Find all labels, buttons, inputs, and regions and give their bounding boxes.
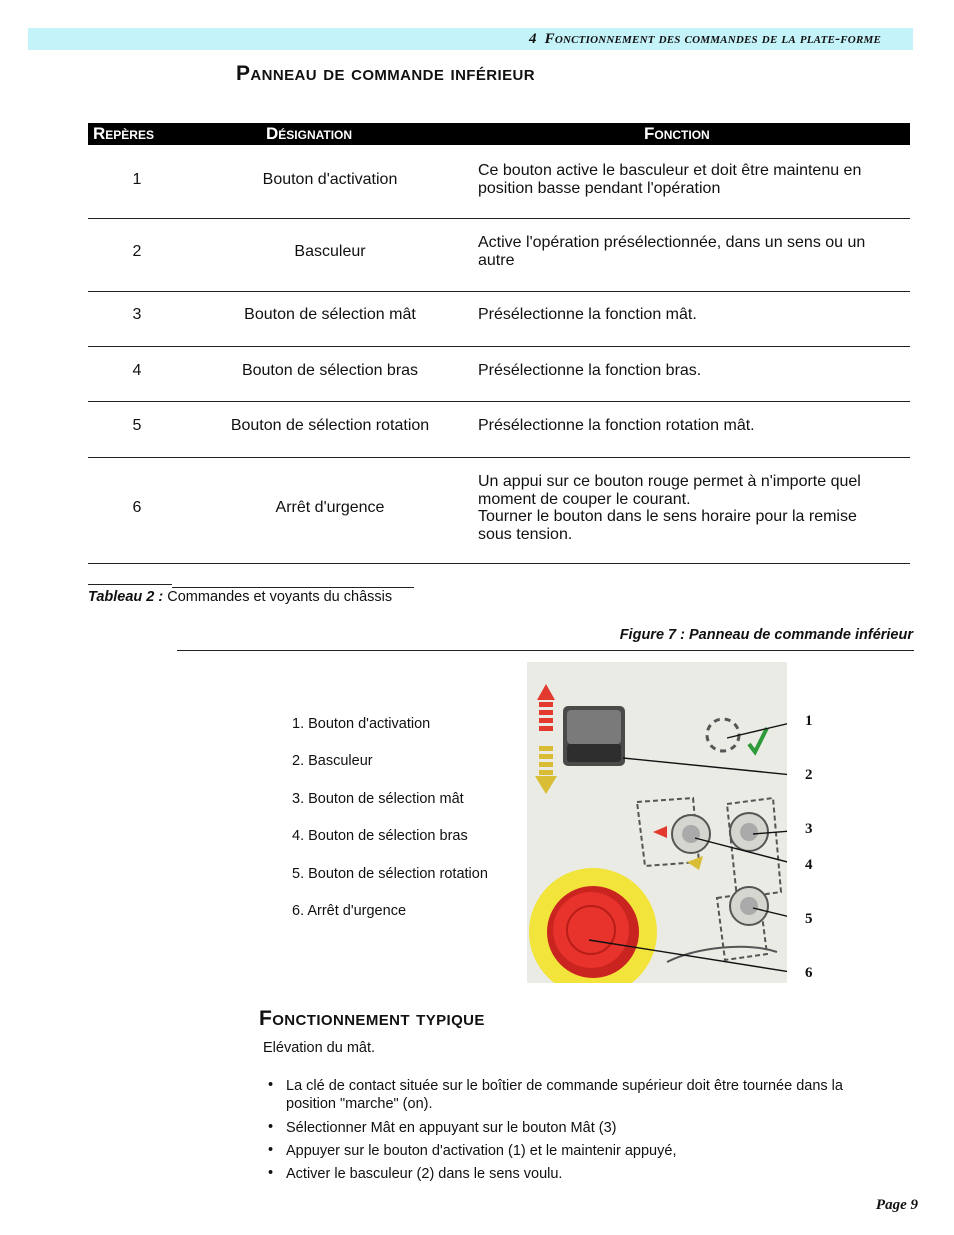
list-item: [286, 1119, 896, 1137]
caption-rule: [172, 587, 414, 588]
table-header: [88, 123, 910, 145]
callout-number: 2: [805, 767, 813, 783]
bullet-dot: •: [268, 1142, 274, 1158]
page-number: Page 9: [875, 1197, 918, 1213]
fonction-line: Tourner le bouton dans le sens horaire pour la remise: [478, 508, 857, 525]
table-caption-text: Commandes et voyants du châssis: [163, 589, 393, 605]
callout-number: 4: [805, 857, 813, 873]
col-header-designation: Désignation: [266, 124, 353, 143]
legend-item: 6. Arrêt d'urgence: [292, 903, 407, 919]
running-header-text: [529, 31, 881, 48]
chapter-title: Fonctionnement des commandes de la plate-forme: [544, 31, 881, 47]
cell-designation: Bouton de sélection rotation: [230, 417, 430, 434]
table-caption-label: Tableau 2 :: [88, 589, 164, 605]
cell-designation: Bouton d'activation: [262, 171, 398, 188]
list-item: [286, 1142, 896, 1160]
table-row: [88, 347, 910, 402]
fonction-line: Présélectionne la fonction rotation mât.: [478, 417, 755, 434]
table-row: [88, 219, 910, 292]
cell-designation: Basculeur: [294, 243, 366, 260]
fonction-line: Active l'opération présélectionnée, dans un sens ou un: [478, 234, 866, 251]
legend-item: 1. Bouton d'activation: [292, 716, 431, 732]
cell-ref: 1: [132, 171, 142, 188]
cell-ref: 2: [132, 243, 142, 260]
rotation-select-button-icon: [730, 887, 768, 925]
section-title-panel: Panneau de commande inférieur: [236, 62, 535, 85]
cell-fonction: [478, 306, 908, 324]
col-header-reperes: Repères: [93, 124, 154, 143]
figure-rule: [177, 650, 914, 651]
table-caption: [88, 589, 392, 605]
list-item-line: Activer le basculeur (2) dans le sens voulu.: [286, 1166, 563, 1182]
cell-fonction: [478, 473, 908, 543]
cell-ref: 4: [132, 362, 142, 379]
callout-number: 1: [805, 713, 813, 729]
table-row: [88, 146, 910, 219]
legend-item: 5. Bouton de sélection rotation: [292, 866, 488, 882]
cell-fonction: [478, 417, 908, 435]
list-item: [286, 1077, 896, 1113]
cell-designation: Arrêt d'urgence: [275, 499, 385, 516]
list-item: [286, 1165, 896, 1183]
fonction-line: Ce bouton active le basculeur et doit être maintenu en: [478, 162, 862, 179]
table-row: [88, 292, 910, 347]
bullet-dot: •: [268, 1077, 274, 1093]
cell-fonction: [478, 162, 908, 198]
section-title-typical: Fonctionnement typique: [259, 1007, 485, 1030]
caption-rule-short: [88, 584, 172, 585]
fonction-line: moment de couper le courant.: [478, 490, 691, 508]
table-row: [88, 458, 910, 564]
cell-designation: Bouton de sélection bras: [241, 362, 419, 379]
control-panel-photo: [527, 662, 787, 983]
list-item-line: position "marche" (on).: [286, 1096, 433, 1112]
mast-select-button-icon: [730, 813, 768, 851]
list-item-line: La clé de contact située sur le boîtier de commande supérieur doit être tournée dans la: [286, 1078, 843, 1094]
fonction-line: autre: [478, 252, 515, 269]
legend-item: 4. Bouton de sélection bras: [292, 828, 468, 844]
callout-number: 6: [805, 965, 813, 981]
fonction-line: Présélectionne la fonction bras.: [478, 362, 702, 379]
running-header: [28, 28, 913, 50]
cell-fonction: [478, 362, 908, 380]
rocker-button-icon: [563, 706, 625, 766]
fonction-line: sous tension.: [478, 525, 573, 543]
legend-item: 2. Basculeur: [292, 753, 373, 769]
bullet-dot: •: [268, 1165, 274, 1181]
cell-ref: 5: [132, 417, 142, 434]
callout-number: 5: [805, 911, 813, 927]
cell-designation: Bouton de sélection mât: [244, 306, 416, 323]
col-header-fonction: Fonction: [644, 124, 710, 143]
fonction-line: Un appui sur ce bouton rouge permet à n'importe quel: [478, 473, 861, 490]
fonction-line: position basse pendant l'opération: [478, 180, 721, 197]
list-item-line: Appuyer sur le bouton d'activation (1) et le maintenir appuyé,: [286, 1143, 677, 1159]
section-intro: Elévation du mât.: [263, 1040, 376, 1056]
cell-ref: 3: [132, 306, 142, 323]
fonction-line: Présélectionne la fonction mât.: [478, 306, 697, 323]
legend-item: 3. Bouton de sélection mât: [292, 791, 464, 807]
bullet-dot: •: [268, 1119, 274, 1135]
cell-ref: 6: [132, 499, 142, 516]
cell-fonction: [478, 234, 908, 270]
callout-number: 3: [805, 821, 813, 837]
table-row: [88, 402, 910, 458]
figure-caption: Figure 7 : Panneau de commande inférieur: [619, 627, 913, 643]
list-item-line: Sélectionner Mât en appuyant sur le bouton Mât (3): [286, 1120, 617, 1136]
chapter-number: 4: [529, 31, 537, 47]
